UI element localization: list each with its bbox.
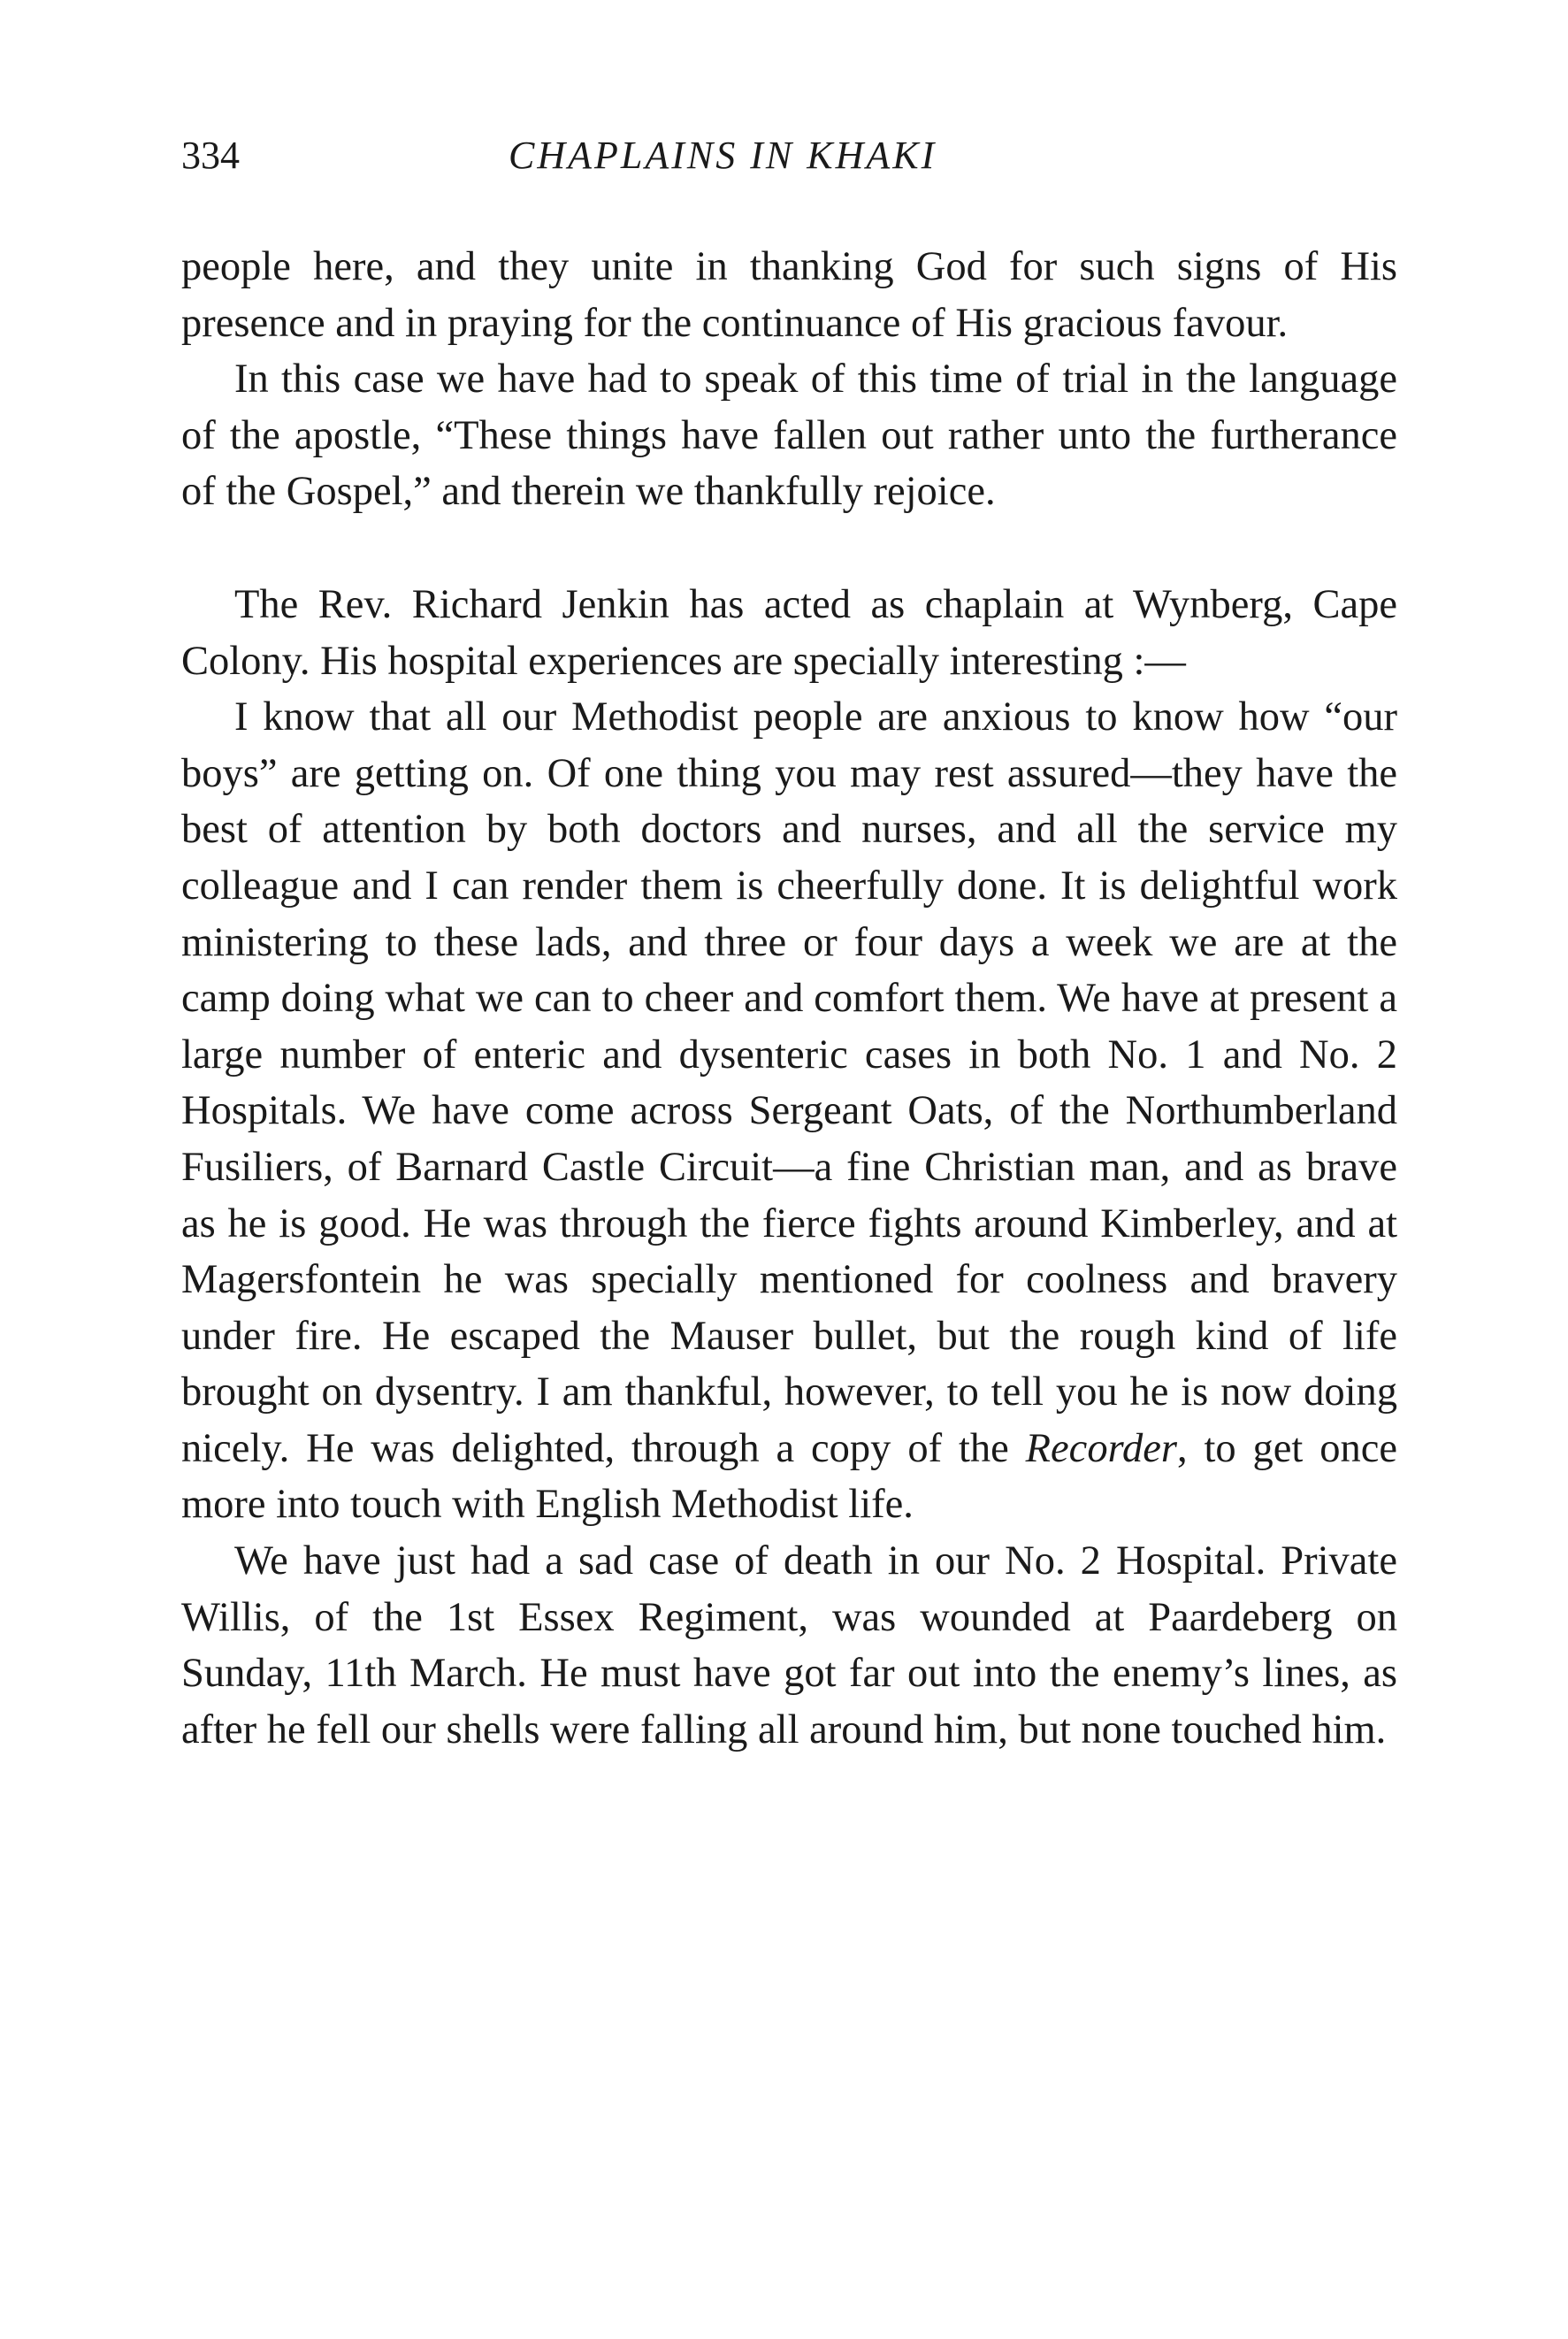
paragraph-hospital-experiences bbox=[181, 689, 1397, 1533]
paragraph-private-willis: We have just had a sad case of death in our No. 2 Hospital. Private Willis, of the 1st Essex Regiment, was wounded at Paardeberg on Sunday, 11th March. He must have got far out into the enemy’s lines, as after he fell our shells were falling all around him, but none touched him. bbox=[181, 1538, 1397, 1752]
recorder-italic: Recorder bbox=[1025, 1425, 1177, 1471]
paragraph-continuation: people here, and they unite in thanking God for such signs of His presence and in praying for the continuance of His gracious favour. bbox=[181, 244, 1397, 346]
running-title: CHAPLAINS IN KHAKI bbox=[509, 134, 937, 177]
book-page bbox=[181, 133, 1397, 1758]
page-header bbox=[181, 133, 1397, 203]
page-number: 334 bbox=[181, 134, 240, 177]
paragraph-text-before: I know that all our Methodist people are anxious to know how “our boys” are getting on. Of one thing you may rest assured—they have the best of attention by both doctors and nurses, and all the service my colleague and I can render them is cheerfully done. It is delightful work ministering to these lads, and three or four days a week we are at the camp doing what we can to cheer and comfort them. We have at present a large number of enteric and dysenteric cases in both No. 1 and No. 2 Hospitals. We have come across Sergeant Oats, of the Northumberland Fusiliers, of Barnard Castle Circuit—a fine Christian man, and as brave as he is good. He was through the fierce fights around Kimberley, and at Magersfontein he was specially mentioned for coolness and bravery under fire. He escaped the Mauser bullet, but the rough kind of life brought on dysentry. I am thankful, however, to tell you he is now doing nicely. He was delighted, through a copy of the bbox=[181, 694, 1397, 1471]
paragraph-rev-jenkin-intro: The Rev. Richard Jenkin has acted as chaplain at Wynberg, Cape Colony. His hospital experiences are specially interesting :— bbox=[181, 581, 1397, 684]
paragraph-apostle-quote: In this case we have had to speak of this time of trial in the language of the apostle, “These things have fallen out rather unto the furtherance of the Gospel,” and therein we thankfully rejoice. bbox=[181, 357, 1397, 515]
paragraph-text-after: , to get once more into touch with English Methodist life. bbox=[181, 1425, 1397, 1528]
